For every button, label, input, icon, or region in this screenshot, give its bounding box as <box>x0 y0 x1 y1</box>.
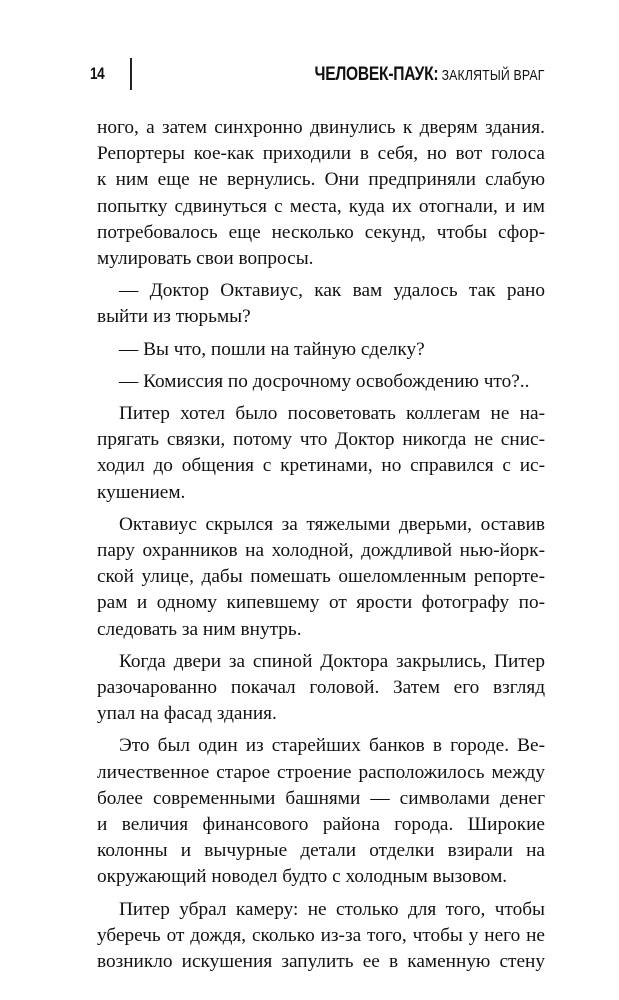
book-title: ЧЕЛОВЕК-ПАУК <box>314 64 434 85</box>
text-line: Когда двери за спиной Доктора закрылись, Питер <box>119 650 545 672</box>
text-line: Питер убрал камеру: не столько для того, чтобы <box>119 898 545 920</box>
text-line: — Вы что, пошли на тайную сделку? <box>119 338 425 360</box>
body-text <box>97 115 545 975</box>
paragraph <box>97 512 545 643</box>
text-line: прягать связки, потому что Доктор никогда не снис- <box>97 429 545 451</box>
paragraph <box>97 115 545 272</box>
text-line: мулировать свои вопросы. <box>97 248 314 270</box>
text-line: потребовалось еще несколько секунд, чтобы сфор- <box>97 221 545 243</box>
paragraph <box>97 369 545 395</box>
paragraph <box>97 649 545 728</box>
paragraph <box>97 897 545 976</box>
book-subtitle: ЗАКЛЯТЫЙ ВРАГ <box>442 67 545 84</box>
text-line: личественное старое строение расположилось между <box>97 761 545 783</box>
text-line: — Комиссия по досрочному освобождению что?.. <box>119 370 530 392</box>
text-line: возникло искушения запулить ее в каменную стену <box>97 951 545 973</box>
text-line: Репортеры кое-как приходили в себя, но вот голоса <box>97 143 545 165</box>
text-line: упал на фасад здания. <box>97 703 277 725</box>
title-separator: : <box>433 64 439 85</box>
text-line: ской улице, дабы помешать ошеломленным репорте- <box>97 566 545 588</box>
text-line: попытку сдвинуться с места, куда их отогнали, и им <box>97 195 545 217</box>
paragraph <box>97 401 545 506</box>
page-number: 14 <box>90 64 105 83</box>
paragraph <box>97 337 545 363</box>
text-line: более современными башнями — символами денег <box>97 787 545 809</box>
text-line: пару охранников на холодной, дождливой нью-йорк- <box>97 540 545 562</box>
text-line: ходил до общения с кретинами, но справился с ис- <box>97 455 545 477</box>
header-divider <box>130 58 132 90</box>
text-line: уберечь от дождя, сколько из-за того, чтобы у него не <box>97 924 545 946</box>
paragraph <box>97 278 545 330</box>
text-line: рам и одному кипевшему от ярости фотографу по- <box>97 592 545 614</box>
page-header <box>90 58 545 90</box>
text-line: к ним еще не вернулись. Они предприняли слабую <box>97 169 545 191</box>
text-line: Это был один из старейших банков в городе. Ве- <box>119 735 545 757</box>
text-line: кушением. <box>97 481 186 503</box>
text-line: следовать за ним внутрь. <box>97 618 302 640</box>
text-line: разочарованно покачал головой. Затем его взгляд <box>97 677 545 699</box>
text-line: ного, а затем синхронно двинулись к дверям здания. <box>97 117 545 138</box>
text-line: и величия финансового района города. Широкие <box>97 814 545 836</box>
text-line: колонны и вычурные детали отделки взирали на <box>97 840 545 862</box>
running-head <box>315 64 545 86</box>
text-line: — Доктор Октавиус, как вам удалось так рано <box>119 280 545 302</box>
text-line: окружающий новодел будто с холодным вызовом. <box>97 866 508 888</box>
paragraph <box>97 733 545 890</box>
text-line: Питер хотел было посоветовать коллегам не на- <box>119 403 545 425</box>
text-line: Октавиус скрылся за тяжелыми дверьми, оставив <box>119 513 545 535</box>
text-line: выйти из тюрьмы? <box>97 306 251 328</box>
